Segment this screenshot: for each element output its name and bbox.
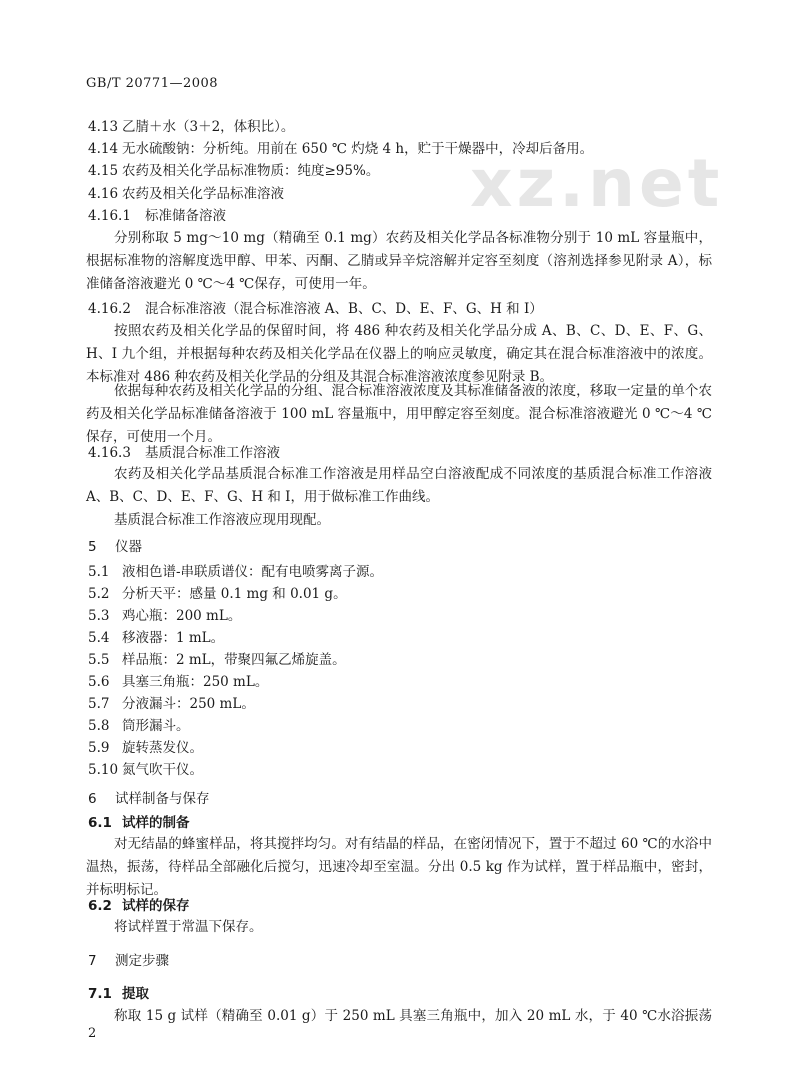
paragraph-sample-preparation: 对无结晶的蜂蜜样品，将其搅拌均匀。对有结晶的样品，在密闭情况下，置于不超过 60 ℃的水浴中温热，振荡，待样品全部融化后搅匀，迅速冷却至室温。分出 0.5 kg 作为试样，置于样品瓶中，密封，并标明标记。 bbox=[86, 836, 712, 898]
clause-number: 4.16.1 bbox=[88, 208, 131, 224]
clause-number: 5.2 bbox=[88, 586, 110, 602]
clause-text: 分液漏斗：250 mL。 bbox=[122, 696, 255, 712]
clause-number: 4.16.3 bbox=[88, 445, 131, 461]
clause-number: 5.9 bbox=[88, 740, 110, 756]
clause-number: 6.2 bbox=[88, 898, 112, 914]
clause-heading: 混合标准溶液（混合标准溶液 A、B、C、D、E、F、G、H 和 I） bbox=[145, 301, 543, 317]
clause-text: 分析天平：感量 0.1 mg 和 0.01 g。 bbox=[122, 586, 347, 602]
watermark: xz.net bbox=[470, 145, 724, 222]
section-number: 5 bbox=[88, 539, 97, 555]
paragraph-sample-storage: 将试样置于常温下保存。 bbox=[114, 919, 263, 935]
clause-text: 具塞三角瓶：250 mL。 bbox=[122, 674, 269, 690]
clause-text: 农药及相关化学品标准物质：纯度≥95%。 bbox=[122, 163, 380, 179]
clause-number: 5.1 bbox=[88, 564, 110, 580]
page-number: 2 bbox=[88, 1026, 97, 1041]
section-number: 6 bbox=[88, 791, 97, 807]
section-number: 7 bbox=[88, 953, 97, 969]
clause-text: 旋转蒸发仪。 bbox=[122, 740, 203, 756]
clause-text: 乙腈＋水（3＋2，体积比）。 bbox=[122, 119, 295, 135]
clause-number: 6.1 bbox=[88, 815, 112, 831]
clause-number: 4.16 bbox=[88, 186, 119, 202]
clause-number: 4.13 bbox=[88, 119, 119, 135]
clause-number: 7.1 bbox=[88, 986, 112, 1002]
section-title: 试样制备与保存 bbox=[115, 791, 210, 807]
clause-heading: 提取 bbox=[122, 986, 149, 1002]
clause-number: 5.10 bbox=[88, 762, 119, 778]
clause-text: 移液器：1 mL。 bbox=[122, 630, 225, 646]
clause-number: 5.5 bbox=[88, 652, 110, 668]
clause-heading: 基质混合标准工作溶液 bbox=[145, 445, 280, 461]
paragraph-mixed-standard-b: 依据每种农药及相关化学品的分组、混合标准溶液浓度及其标准储备液的浓度，移取一定量的单个农药及相关化学品标准储备溶液于 100 mL 容量瓶中，用甲醇定容至刻度。混合标准溶液避光 0 ℃～4 ℃保存，可使用一个月。 bbox=[86, 383, 712, 445]
paragraph-stock-solution: 分别称取 5 mg～10 mg（精确至 0.1 mg）农药及相关化学品各标准物分别于 10 mL 容量瓶中，根据标准物的溶解度选甲醇、甲苯、丙酮、乙腈或异辛烷溶解并定容至刻度（溶剂选择参见附录 A），标准储备溶液避光 0 ℃～4 ℃保存，可使用一年。 bbox=[86, 230, 712, 292]
clause-number: 5.7 bbox=[88, 696, 110, 712]
paragraph-matrix-standard-b: 基质混合标准工作溶液应现用现配。 bbox=[114, 512, 330, 528]
clause-number: 5.3 bbox=[88, 608, 110, 624]
section-title: 仪器 bbox=[115, 539, 142, 555]
clause-number: 5.6 bbox=[88, 674, 110, 690]
clause-text: 鸡心瓶：200 mL。 bbox=[122, 608, 242, 624]
clause-text: 无水硫酸钠：分析纯。用前在 650 ℃ 灼烧 4 h，贮于干燥器中，冷却后备用。 bbox=[122, 141, 594, 157]
clause-text: 筒形漏斗。 bbox=[122, 718, 190, 734]
clause-number: 5.8 bbox=[88, 718, 110, 734]
paragraph-mixed-standard-a: 按照农药及相关化学品的保留时间，将 486 种农药及相关化学品分成 A、B、C、D、E、F、G、H、I 九个组，并根据每种农药及相关化学品在仪器上的响应灵敏度，确定其在混合标准溶液中的浓度。本标准对 486 种农药及相关化学品的分组及其混合标准溶液浓度参见附录 B。 bbox=[86, 323, 712, 385]
clause-text: 农药及相关化学品标准溶液 bbox=[122, 186, 284, 202]
clause-text: 液相色谱-串联质谱仪：配有电喷雾离子源。 bbox=[122, 564, 384, 580]
clause-text: 样品瓶：2 mL，带聚四氟乙烯旋盖。 bbox=[122, 652, 346, 668]
clause-number: 4.16.2 bbox=[88, 301, 131, 317]
clause-text: 氮气吹干仪。 bbox=[122, 762, 203, 778]
clause-text: 标准储备溶液 bbox=[145, 208, 226, 224]
clause-heading: 试样的制备 bbox=[122, 815, 190, 831]
clause-number: 4.14 bbox=[88, 141, 119, 157]
clause-number: 5.4 bbox=[88, 630, 110, 646]
paragraph-matrix-standard-a: 农药及相关化学品基质混合标准工作溶液是用样品空白溶液配成不同浓度的基质混合标准工作溶液 A、B、C、D、E、F、G、H 和 I，用于做标准工作曲线。 bbox=[86, 466, 712, 505]
standard-code-header: GB/T 20771—2008 bbox=[86, 76, 219, 91]
section-title: 测定步骤 bbox=[115, 953, 169, 969]
clause-heading: 试样的保存 bbox=[122, 898, 190, 914]
clause-number: 4.15 bbox=[88, 163, 119, 179]
paragraph-extraction: 称取 15 g 试样（精确至 0.01 g）于 250 mL 具塞三角瓶中，加入 20 mL 水，于 40 ℃水浴振荡 bbox=[114, 1008, 712, 1024]
